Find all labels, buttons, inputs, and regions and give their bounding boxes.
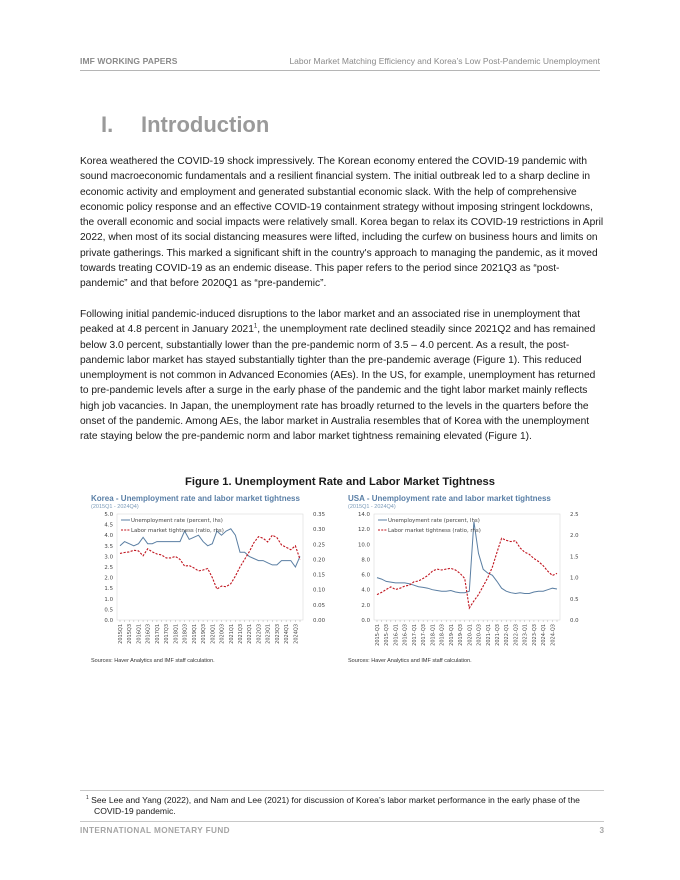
svg-text:2015-Q1: 2015-Q1 [375,624,381,646]
svg-text:2.5: 2.5 [570,512,579,518]
section-number: I. [101,112,114,137]
chart-plot [91,510,336,658]
footnote-divider [80,790,604,791]
svg-text:2017Q1: 2017Q1 [154,624,161,644]
svg-text:0.35: 0.35 [313,512,326,518]
svg-text:4.0: 4.0 [361,587,370,594]
chart-title: Korea - Unemployment rate and labor market tightness [91,494,300,503]
svg-text:6.0: 6.0 [361,572,370,579]
paper-title: Labor Market Matching Efficiency and Korea’s Low Post-Pandemic Unemployment [289,56,600,66]
chart-subtitle: (2015Q1 - 2024Q4) [91,504,139,510]
svg-text:2018Q1: 2018Q1 [173,624,180,644]
svg-text:2016-Q1: 2016-Q1 [393,624,400,646]
svg-text:2018Q3: 2018Q3 [182,624,189,644]
svg-text:2017-Q3: 2017-Q3 [421,624,428,646]
svg-text:14.0: 14.0 [357,512,370,518]
chart-usa [348,494,593,664]
running-header [80,55,600,71]
svg-text:2015Q3: 2015Q3 [127,624,134,644]
svg-text:2023Q1: 2023Q1 [265,624,272,644]
page-number: 3 [599,826,604,835]
svg-text:0.25: 0.25 [313,542,326,549]
footnote: $^1$ See Lee and Yang (2022), and Nam and Lee (2021) for discussion of Korea’s labor market performance in the early phase of the COVID-19 pandemic. [86,795,580,816]
svg-text:2016-Q3: 2016-Q3 [402,624,409,646]
svg-text:2021-Q3: 2021-Q3 [495,624,501,646]
svg-text:10.0: 10.0 [357,542,370,549]
svg-text:2015Q1: 2015Q1 [118,624,124,644]
svg-text:12.0: 12.0 [357,527,370,534]
svg-text:2.5: 2.5 [104,565,113,571]
svg-text:2.0: 2.0 [361,602,370,609]
svg-text:0.0: 0.0 [570,618,579,624]
svg-text:2023-Q3: 2023-Q3 [531,624,538,646]
svg-text:2020Q1: 2020Q1 [210,624,217,644]
svg-text:1.5: 1.5 [570,554,579,561]
svg-text:2016Q3: 2016Q3 [145,624,152,644]
svg-text:5.0: 5.0 [104,512,113,518]
svg-text:2022-Q1: 2022-Q1 [504,624,511,646]
svg-text:2022Q1: 2022Q1 [247,624,254,644]
svg-text:2017Q3: 2017Q3 [164,624,171,644]
running-footer [80,826,604,838]
svg-text:2019Q1: 2019Q1 [191,624,198,644]
svg-text:0.00: 0.00 [313,618,326,624]
svg-text:2022-Q3: 2022-Q3 [513,624,520,646]
svg-text:2017-Q1: 2017-Q1 [411,624,418,646]
svg-text:4.5: 4.5 [104,522,113,529]
svg-text:0.20: 0.20 [313,557,326,564]
svg-text:Unemployment rate (percent, lh: Unemployment rate (percent, lhs) [131,518,223,524]
svg-text:8.0: 8.0 [361,557,370,564]
paragraph-1: Korea weathered the COVID-19 shock impressively. The Korean economy entered the COVID-19 pandemic with sound macroeconomic fundamentals and a resilient financial system. The initial outbreak led to a sharp decline in economic activity and employment and generated substantial economic slack. With the help of comprehensive economic policy response and an effective COVID-19 containment strategy without imposing stringent lockdowns, the overall economic and social impacts were relatively small. Korea began to relax its COVID-19 restrictions in April 2022, when most of its social distancing measures were lifted, including the curfew on business hours and limits on private gatherings. This marked a significant shift in the country's approach to managing the pandemic, as it moved towards treating COVID-19 as an endemic disease. This paper refers to the period since 2021Q3 as “post-pandemic” and that before 2020Q1 as “pre-pandemic”. [80,156,604,290]
paragraph-2: Following initial pandemic-induced disruptions to the labor market and an associated rise in unemployment that peaked at 4.8 percent in January 2021$^1$, the unemployment rate declined steadily since 2021Q2 and has remained below 3.0 percent, substantially lower than the pre-pandemic norm of 3.5 – 4.0 percent. As a result, the post-pandemic labor market has stayed substantially tighter than the pre-pandemic average (Figure 1). This reduced unemployment is not common in Advanced Economies (AEs). In the US, for example, unemployment has returned to pre-pandemic levels after a surge in the early phase of the pandemic and the tight labor market mainly reflects high job vacancies. In Japan, the unemployment rate has broadly returned to the levels in the quarters before the onset of the pandemic. Among AEs, the labor market in Australia resembles that of Korea with the unemployment rate staying below the pre-pandemic norm and labor market tightness remaining elevated (Figure 1). [80,309,596,443]
figure-title: Figure 1. Unemployment Rate and Labor Market Tightness [185,476,495,488]
svg-text:2.0: 2.0 [570,533,579,540]
svg-text:2021Q3: 2021Q3 [238,624,244,644]
svg-text:2021Q1: 2021Q1 [228,624,235,644]
svg-text:0.5: 0.5 [104,607,113,614]
svg-text:2022Q3: 2022Q3 [256,624,263,644]
svg-text:2020-Q1: 2020-Q1 [467,624,474,646]
svg-text:2015-Q3: 2015-Q3 [384,624,391,646]
svg-text:2021-Q1: 2021-Q1 [485,624,492,646]
svg-text:1.0: 1.0 [570,575,579,582]
svg-text:1.5: 1.5 [104,586,113,593]
svg-text:2019-Q1: 2019-Q1 [448,624,455,646]
footnote-ref[interactable]: 1 [253,323,258,330]
svg-text:2020Q3: 2020Q3 [219,624,226,644]
svg-text:2019Q3: 2019Q3 [201,624,208,644]
svg-text:0.10: 0.10 [313,587,326,594]
svg-text:0.30: 0.30 [313,527,326,534]
chart-plot [348,510,593,658]
chart-korea [91,494,336,664]
svg-text:0.15: 0.15 [313,572,326,579]
svg-text:2018-Q3: 2018-Q3 [439,624,446,646]
chart-source: Sources: Haver Analytics and IMF staff calculation. [348,658,472,664]
svg-text:0.05: 0.05 [313,602,326,609]
publisher-name: INTERNATIONAL MONETARY FUND [80,826,230,835]
svg-text:2024Q3: 2024Q3 [293,624,300,644]
svg-text:4.0: 4.0 [104,533,113,540]
svg-text:0.0: 0.0 [104,618,113,624]
section-title: Introduction [141,112,270,137]
svg-text:0.0: 0.0 [361,618,370,624]
chart-subtitle: (2015Q1 - 2024Q4) [348,504,396,510]
series-label: IMF WORKING PAPERS [80,56,178,66]
footnote-marker: 1 [86,795,89,802]
svg-text:0.5: 0.5 [570,596,579,603]
chart-title: USA - Unemployment rate and labor market tightness [348,494,551,503]
chart-source: Sources: Haver Analytics and IMF staff calculation. [91,658,215,664]
svg-text:3.0: 3.0 [104,554,113,561]
svg-text:2019-Q3: 2019-Q3 [458,624,465,646]
svg-text:2023Q3: 2023Q3 [274,624,281,644]
svg-text:Unemployment rate (percent, lh: Unemployment rate (percent, lhs) [388,518,480,524]
svg-text:Labor market tightness (ratio,: Labor market tightness (ratio, rhs) [131,528,224,534]
svg-text:2018-Q1: 2018-Q1 [430,624,437,646]
svg-text:2024-Q1: 2024-Q1 [541,624,548,646]
svg-text:Labor market tightness (ratio,: Labor market tightness (ratio, rhs) [388,528,481,534]
section-heading [101,112,269,138]
svg-text:2024Q1: 2024Q1 [284,624,291,644]
svg-text:2.0: 2.0 [104,575,113,582]
svg-text:1.0: 1.0 [104,596,113,603]
footer-divider [80,821,604,822]
svg-text:2023-Q1: 2023-Q1 [522,624,529,646]
svg-text:2024-Q3: 2024-Q3 [550,624,557,646]
svg-text:3.5: 3.5 [104,543,113,550]
svg-text:2016Q1: 2016Q1 [136,624,143,644]
svg-text:2020-Q3: 2020-Q3 [476,624,483,646]
